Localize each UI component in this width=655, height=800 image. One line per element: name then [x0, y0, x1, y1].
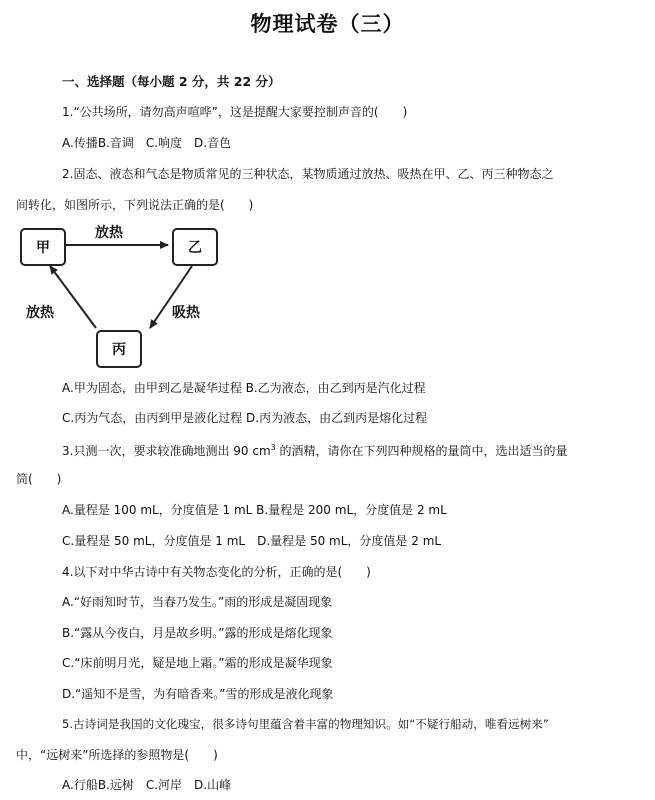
question-4-option-d: D.“遥知不是雪，为有暗香来。”雪的形成是液化现象	[62, 687, 334, 701]
arrow-c-to-a	[50, 266, 96, 328]
question-2-options-line-2: C.丙为气态，由丙到甲是液化过程 D.丙为液态，由乙到丙是熔化过程	[62, 411, 428, 425]
label-b-to-c: 吸热	[172, 305, 200, 321]
question-2-stem-line-2: 间转化，如图所示，下列说法正确的是( )	[16, 198, 254, 212]
page-title: 物理试卷（三）	[250, 12, 405, 36]
label-a-to-b: 放热	[95, 225, 123, 241]
q3-stem-superscript: 3	[270, 443, 276, 452]
question-4-option-a: A.“好雨知时节，当春乃发生。”雨的形成是凝固现象	[62, 595, 333, 609]
question-5-stem-line-2: 中，“远树来”所选择的参照物是( )	[16, 748, 218, 762]
q3-stem-post: 的酒精，请你在下列四种规格的量筒中，选出适当的量	[275, 444, 568, 458]
question-2-options-line-1: A.甲为固态，由甲到乙是凝华过程 B.乙为液态，由乙到丙是汽化过程	[62, 381, 426, 395]
question-3-stem-line-2: 筒( )	[16, 472, 62, 486]
label-c-to-a: 放热	[26, 305, 54, 321]
question-3-options-line-1: A.量程是 100 mL，分度值是 1 mL B.量程是 200 mL，分度值是 2 mL	[62, 503, 447, 517]
q3-stem-pre: 3.只测一次，要求较准确地测出 90 cm	[62, 444, 271, 458]
state-a-box: 甲	[20, 228, 66, 266]
question-1-stem: 1.“公共场所，请勿高声喧哗”，这是提醒大家要控制声音的( )	[62, 105, 408, 119]
question-3-options-line-2: C.量程是 50 mL，分度值是 1 mL D.量程是 50 mL，分度值是 2 mL	[62, 534, 442, 548]
question-1-options: A.传播B.音调 C.响度 D.音色	[62, 136, 232, 150]
question-3-stem-line-1	[62, 440, 568, 459]
question-4-option-b: B.“露从今夜白，月是故乡明。”露的形成是熔化现象	[62, 626, 333, 640]
state-c-box: 丙	[96, 330, 142, 368]
question-5-options: A.行船B.远树 C.河岸 D.山峰	[62, 778, 232, 792]
question-4-stem: 4.以下对中华古诗中有关物态变化的分析，正确的是( )	[62, 565, 371, 579]
state-transition-diagram	[0, 218, 240, 378]
question-4-option-c: C.“床前明月光，疑是地上霜。”霜的形成是凝华现象	[62, 656, 333, 670]
question-5-stem-line-1: 5.古诗词是我国的文化瑰宝，很多诗句里蕴含着丰富的物理知识。如“不疑行船动，唯看远树来”	[62, 717, 549, 731]
question-2-stem-line-1: 2.固态、液态和气态是物质常见的三种状态，某物质通过放热、吸热在甲、乙、丙三种物态之	[62, 167, 554, 181]
state-b-box: 乙	[172, 228, 218, 266]
section-heading: 一、选择题（每小题 2 分，共 22 分）	[62, 74, 281, 89]
